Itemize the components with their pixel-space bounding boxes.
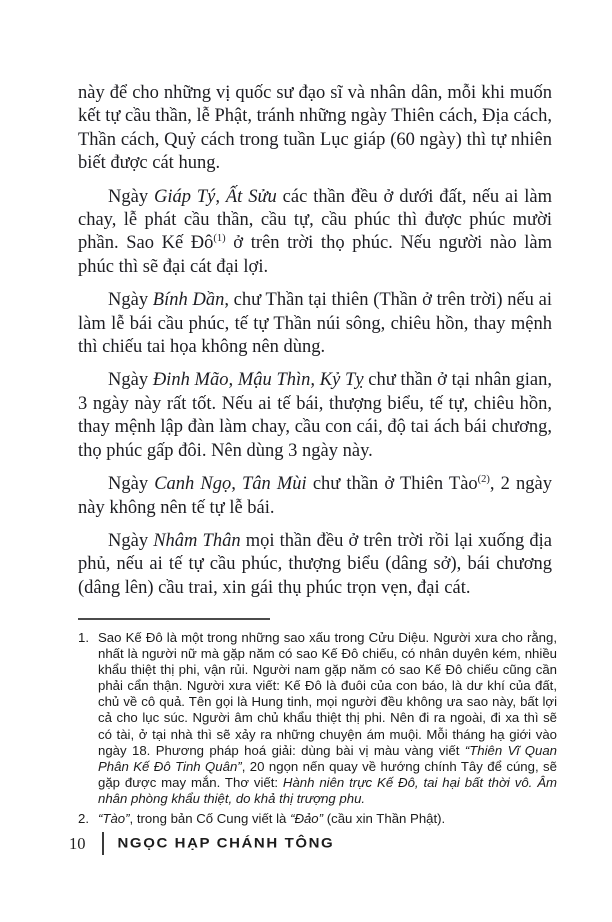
- text-run: Ngày: [108, 530, 154, 551]
- text-run: ở trên trời thọ phúc. Nếu người nào làm phúc thì sẽ đại cát đại lợi.: [78, 233, 552, 277]
- paragraph: [78, 369, 552, 463]
- text-run: này để cho những vị quốc sư đạo sĩ và nhân dân, mỗi khi muốn kết tự cầu thần, lễ Phật, tránh những ngày Thiên cách, Địa cách, Thần cách, Quỷ cách trong tuần Lục giáp (60 ngày) thì tự nhiên biết được cát hung.: [78, 83, 552, 174]
- text-run: Ngày: [108, 186, 154, 207]
- book-title: NGỌC HẠP CHÁNH TÔNG: [117, 835, 335, 852]
- italic-text-run: Đinh Mão, Mậu Thìn, Kỷ Tỵ: [152, 370, 364, 391]
- text-run: các thần đều ở dưới đất, nếu ai làm chay, lễ phát cầu thần, cầu tự, cầu phúc thì được phúc mười phần. Sao Kế Đô: [78, 186, 552, 254]
- text-run: Ngày: [108, 290, 153, 311]
- footer-divider: [102, 832, 104, 855]
- text-run: mọi thần đều ở trên trời rồi lại xuống địa phủ, nếu ai tế tự cầu phúc, thượng biểu (dâng sở), bái chương (dâng lên) cầu trai, xin gái thụ phúc trọn vẹn, đại cát.: [78, 530, 552, 598]
- footnote: [78, 630, 557, 807]
- footnote-reference: (1): [213, 233, 226, 245]
- text-run: (cầu xin Thần Phật).: [323, 811, 446, 827]
- text-run: Ngày: [108, 370, 153, 391]
- italic-text-run: Hành niên trực Kế Đô, tai hại bất thời vô. Âm nhân phòng khẩu thiệt, do khả thị trượng phu.: [98, 774, 557, 806]
- paragraph: [78, 186, 552, 280]
- italic-text-run: “Tào”: [98, 811, 130, 827]
- italic-text-run: “Thiên Vĩ Quan Phân Kế Đô Tinh Quân”: [98, 742, 558, 774]
- main-text: [78, 82, 552, 610]
- paragraph: [78, 82, 552, 176]
- footnote-reference: (2): [477, 474, 490, 486]
- text-run: , 2 ngày này không nên tế tự lễ bái.: [78, 474, 552, 518]
- italic-text-run: Canh Ngọ, Tân Mùi: [154, 474, 307, 495]
- paragraph: [78, 289, 552, 359]
- italic-text-run: Bính Dần: [152, 290, 225, 311]
- text-run: chư thần ở tại nhân gian, 3 ngày này rất tốt. Nếu ai tế bái, thượng biểu, tế tự, chiêu hồn, thay mệnh lập đàn làm chay, cầu con cái, độ tai ách bái chương, thọ phúc gấp đôi. Nên dùng 3 ngày này.: [78, 370, 552, 461]
- paragraph: [78, 473, 552, 520]
- text-run: Sao Kế Đô là một trong những sao xấu trong Cửu Diệu. Người xưa cho rằng, nhất là người nữ mà gặp năm có sao Kế Đô chiếu, có nhân duyên kém, nhiều khẩu thiệt thị phi, vận rủi. Người nam gặp năm có sao Kế Đô chiếu cũng cần phải cẩn thận. Người xưa viết: Kế Đô là đuôi của con báo, là dư khí của đất, chủ về cô quả. Tên gọi là Hung tinh, mọi người đều không ưa sao này, bất lợi cả cho lục súc. Người âm chủ khẩu thiệt thị phi. Nên đi ra ngoài, đi xa thì sẽ có tài, ở tại nhà thì sẽ xảy ra những chuyện ám muội. Mỗi tháng hạ giới vào ngày 18. Phương pháp hoá giải: dùng bài vị màu vàng viết: [98, 630, 557, 758]
- paragraph: [78, 530, 552, 600]
- page-number: 10: [69, 833, 86, 853]
- italic-text-run: Nhâm Thân: [153, 530, 241, 551]
- italic-text-run: Giáp Tý, Ất Sửu: [153, 186, 277, 207]
- footnote-separator: [78, 618, 270, 620]
- text-run: , chư Thần tại thiên (Thần ở trên trời) nếu ai làm lễ bái cầu phúc, tế tự Thần núi sông, chiêu hồn, thay mệnh thì chiếu tai họa không nên dùng.: [78, 290, 552, 358]
- footnote-number: 2.: [78, 811, 89, 827]
- text-run: , trong bản Cố Cung viết là: [129, 811, 291, 827]
- footnote: [78, 811, 557, 827]
- italic-text-run: “Đảo”: [290, 811, 324, 827]
- text-run: chư thần ở Thiên Tào: [306, 474, 478, 495]
- footnote-section: [78, 612, 557, 831]
- footnotes-list: [78, 630, 557, 827]
- text-run: , 20 ngọn nến quay về hướng chính Tây để cúng, sẽ gặp được may mắn. Thơ viết:: [98, 758, 557, 790]
- page-footer: [69, 832, 334, 855]
- footnote-number: 1.: [78, 630, 89, 645]
- text-run: Ngày: [108, 474, 155, 495]
